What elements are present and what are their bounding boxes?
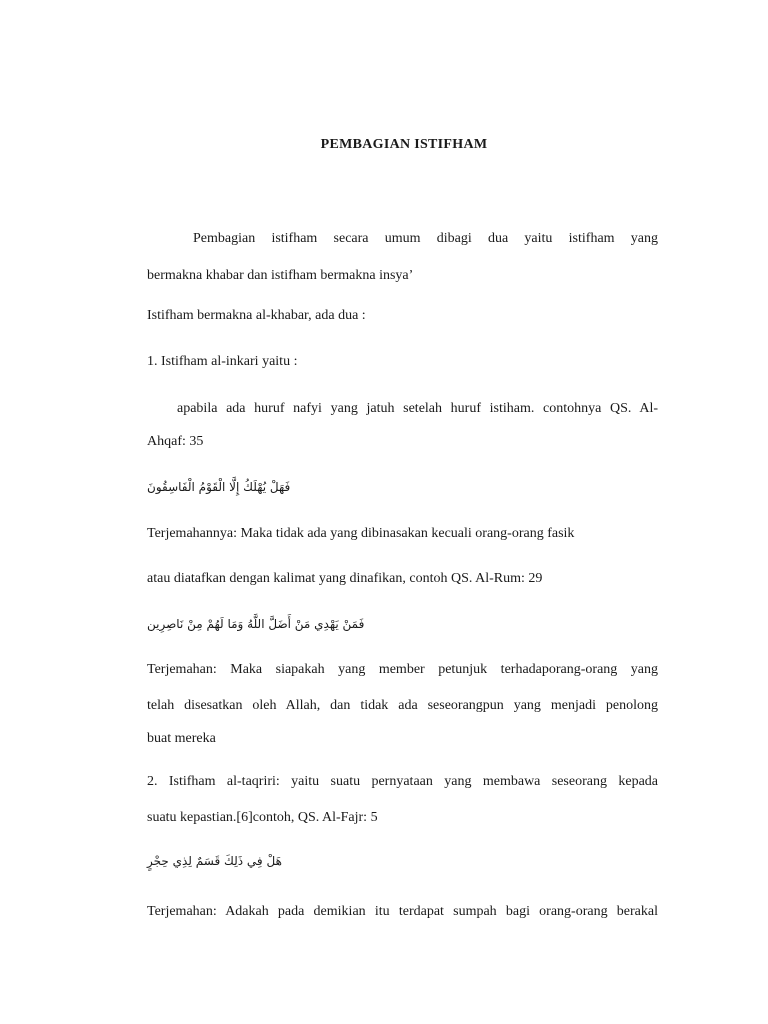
item-1-alternative: atau diatafkan dengan kalimat yang dinafikan, contoh QS. Al-Rum: 29 (147, 571, 543, 586)
arabic-verse-al-rum: فَمَنْ يَهْدِي مَنْ أَضَلَّ اللَّهُ وَمَا لَهُمْ مِنْ نَاصِرِين (147, 617, 365, 631)
item-2-line-2: suatu kepastian.[6]contoh, QS. Al-Fajr: 5 (147, 810, 378, 825)
item-1-description-line-1: apabila ada huruf nafyi yang jatuh setelah huruf istiham. contohnya QS. Al- (177, 401, 658, 416)
item-1-description-line-2: Ahqaf: 35 (147, 434, 204, 449)
khabar-heading: Istifham bermakna al-khabar, ada dua : (147, 308, 366, 323)
arabic-verse-al-ahqaf: فَهَلْ يُهْلَكُ إِلَّا الْقَوْمُ الْفَاسِقُونَ (147, 480, 291, 494)
page-title: PEMBAGIAN ISTIFHAM (320, 137, 488, 152)
intro-line-2: bermakna khabar dan istifham bermakna insya’ (147, 268, 414, 283)
item-2-line-1: 2. Istifham al-taqriri: yaitu suatu pernyataan yang membawa seseorang kepada (147, 774, 658, 789)
translation-1: Terjemahannya: Maka tidak ada yang dibinasakan kecuali orang-orang fasik (147, 526, 575, 541)
translation-3: Terjemahan: Adakah pada demikian itu terdapat sumpah bagi orang-orang berakal (147, 904, 658, 919)
translation-2-line-1: Terjemahan: Maka siapakah yang member petunjuk terhadaporang-orang yang (147, 662, 658, 677)
arabic-verse-al-fajr: هَلْ فِي ذَلِكَ قَسَمٌ لِذِي حِجْرٍ (147, 854, 282, 868)
item-1-heading: 1. Istifham al-inkari yaitu : (147, 354, 298, 369)
translation-2-line-3: buat mereka (147, 731, 216, 746)
translation-2-line-2: telah disesatkan oleh Allah, dan tidak ada seseorangpun yang menjadi penolong (147, 698, 658, 713)
intro-line-1: Pembagian istifham secara umum dibagi dua yaitu istifham yang (193, 231, 658, 246)
